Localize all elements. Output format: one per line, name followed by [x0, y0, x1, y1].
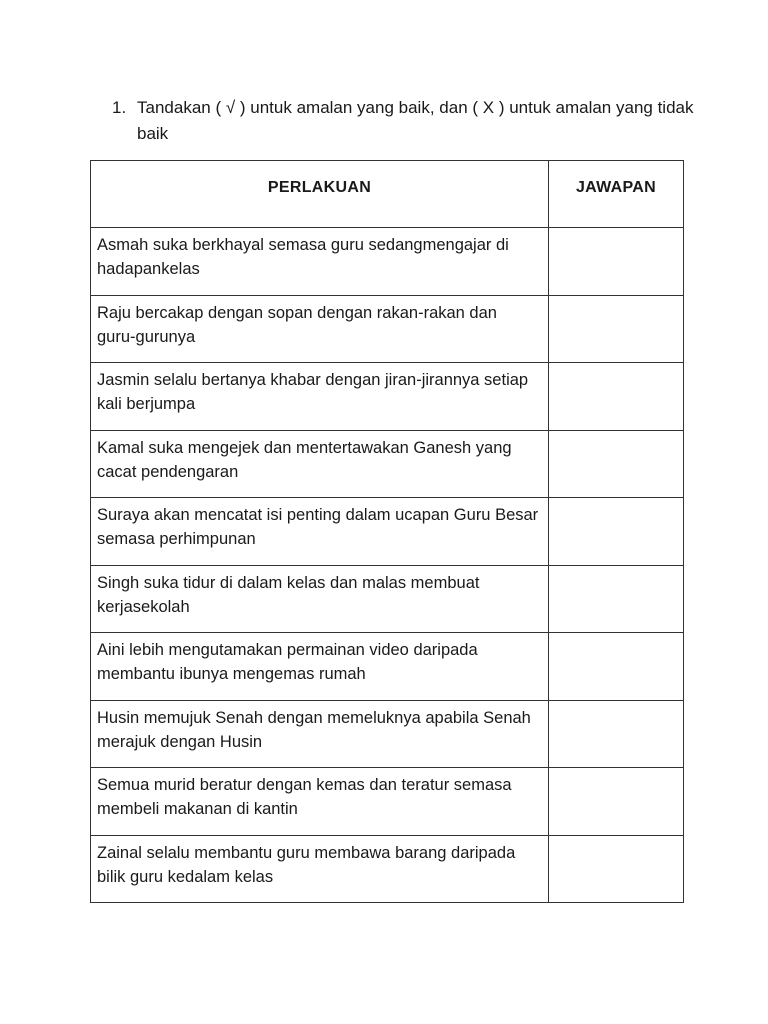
statement-cell: Zainal selalu membantu guru membawa barang daripada bilik guru kedalam kelas — [91, 835, 549, 903]
answer-cell[interactable] — [549, 633, 684, 701]
answer-cell[interactable] — [549, 835, 684, 903]
statement-cell: Asmah suka berkhayal semasa guru sedangmengajar di hadapankelas — [91, 228, 549, 296]
table-row — [91, 228, 684, 296]
table-header-row — [91, 161, 684, 228]
statement-cell: Semua murid beratur dengan kemas dan teratur semasa membeli makanan di kantin — [91, 768, 549, 836]
instruction-text: Tandakan ( √ ) untuk amalan yang baik, dan ( X ) untuk amalan yang tidak baik — [137, 98, 694, 143]
answer-cell[interactable] — [549, 430, 684, 498]
statement-cell: Aini lebih mengutamakan permainan video daripada membantu ibunya mengemas rumah — [91, 633, 549, 701]
question-number: 1. — [112, 98, 127, 117]
table-row — [91, 700, 684, 768]
header-jawapan: JAWAPAN — [549, 161, 684, 228]
statement-cell: Suraya akan mencatat isi penting dalam ucapan Guru Besar semasa perhimpunan — [91, 498, 549, 566]
statement-cell: Singh suka tidur di dalam kelas dan malas membuat kerjasekolah — [91, 565, 549, 633]
table-row — [91, 498, 684, 566]
answer-cell[interactable] — [549, 565, 684, 633]
table-row — [91, 363, 684, 431]
table-row — [91, 430, 684, 498]
table-row — [91, 835, 684, 903]
statement-cell: Husin memujuk Senah dengan memeluknya apabila Senah merajuk dengan Husin — [91, 700, 549, 768]
table-row — [91, 565, 684, 633]
table-row — [91, 633, 684, 701]
statement-cell: Raju bercakap dengan sopan dengan rakan-rakan dan guru-gurunya — [91, 295, 549, 363]
statement-cell: Jasmin selalu bertanya khabar dengan jiran-jirannya setiap kali berjumpa — [91, 363, 549, 431]
answer-cell[interactable] — [549, 228, 684, 296]
statement-cell: Kamal suka mengejek dan mentertawakan Ganesh yang cacat pendengaran — [91, 430, 549, 498]
header-perlakuan: PERLAKUAN — [91, 161, 549, 228]
answer-cell[interactable] — [549, 768, 684, 836]
table-row — [91, 295, 684, 363]
answer-cell[interactable] — [549, 700, 684, 768]
instruction — [112, 95, 712, 147]
answer-cell[interactable] — [549, 498, 684, 566]
answer-cell[interactable] — [549, 363, 684, 431]
table-row — [91, 768, 684, 836]
answer-cell[interactable] — [549, 295, 684, 363]
worksheet-table — [90, 160, 684, 903]
